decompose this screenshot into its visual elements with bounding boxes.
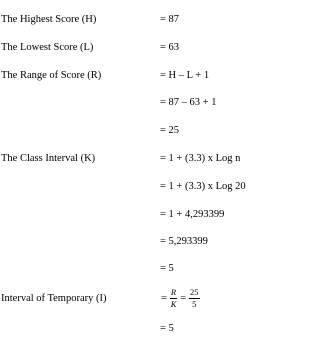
row-range-substitution (0, 96, 258, 110)
fraction-numerator: 25 (190, 286, 199, 297)
value-class-interval-sum: = 5,293399 (160, 236, 208, 247)
label-lowest-score: The Lowest Score (L) (1, 42, 94, 53)
fraction-denominator: 5 (192, 298, 197, 309)
equals-sign: = (180, 292, 187, 304)
fraction-25-over-5 (189, 288, 200, 309)
value-class-interval-formula: = 1 + (3.3) x Log n (160, 153, 241, 164)
value-interval-result: = 5 (160, 323, 174, 334)
row-lowest-score (0, 41, 258, 55)
row-class-interval-substitution (0, 180, 258, 194)
row-class-interval (0, 152, 258, 166)
label-range-score: The Range of Score (R) (1, 70, 102, 81)
row-interval-temporary (0, 286, 258, 310)
label-highest-score: The Highest Score (H) (1, 14, 97, 25)
value-range-formula: = H – L + 1 (160, 70, 210, 81)
fraction-r-over-k (170, 288, 177, 309)
row-class-interval-result (0, 262, 258, 276)
value-class-interval-result: = 5 (160, 263, 174, 274)
value-class-interval-step: = 1 + 4,293399 (160, 209, 225, 220)
label-interval-temporary: Interval of Temporary (I) (1, 293, 107, 304)
interval-formula (160, 286, 202, 310)
fraction-numerator: R (170, 286, 177, 297)
value-range-substitution: = 87 – 63 + 1 (160, 97, 217, 108)
row-class-interval-sum (0, 235, 258, 249)
value-range-result: = 25 (160, 125, 180, 136)
value-highest-score: = 87 (160, 14, 180, 25)
value-lowest-score: = 63 (160, 42, 180, 53)
value-class-interval-substitution: = 1 + (3.3) x Log 20 (160, 181, 246, 192)
fraction-denominator: K (170, 298, 177, 309)
row-highest-score (0, 13, 258, 27)
equals-sign: = (161, 292, 167, 304)
row-interval-result (0, 322, 258, 336)
row-class-interval-step (0, 208, 258, 222)
label-class-interval: The Class Interval (K) (1, 153, 96, 164)
row-range-score (0, 69, 258, 83)
row-range-result (0, 124, 258, 138)
